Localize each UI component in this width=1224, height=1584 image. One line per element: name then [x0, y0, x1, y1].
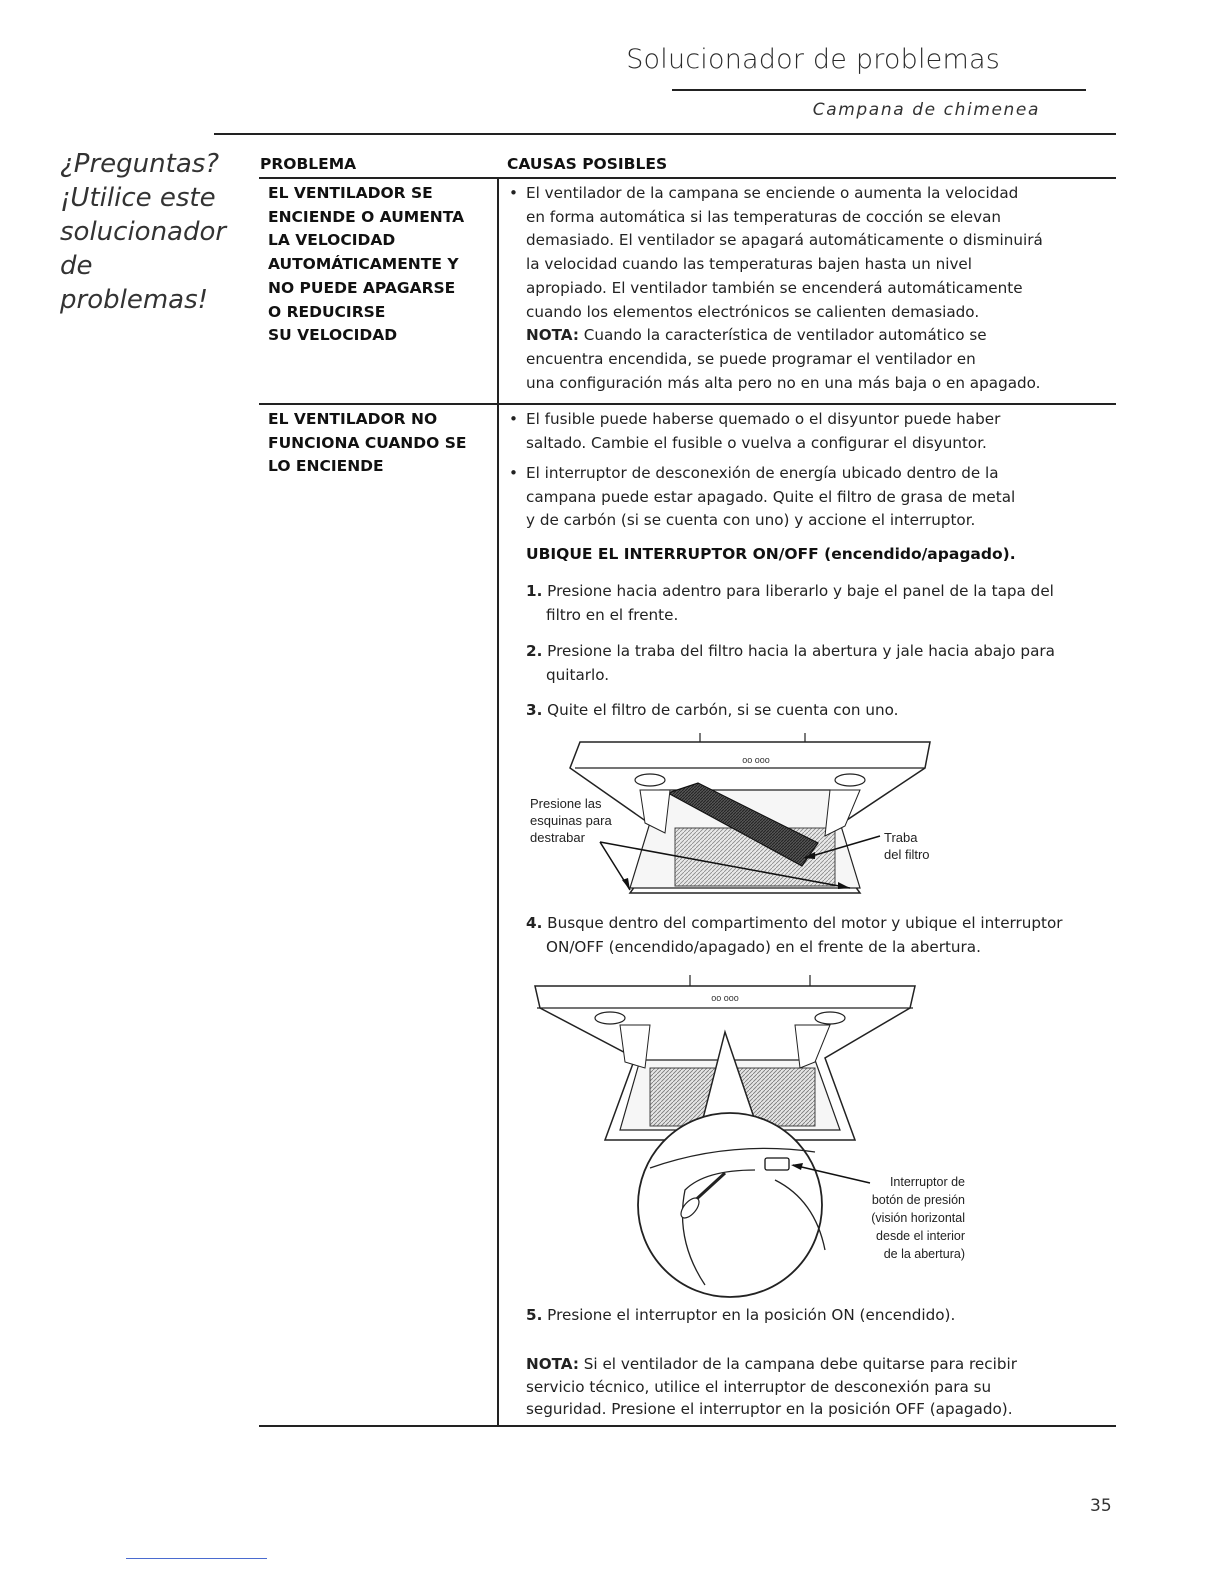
step-number: 1. — [526, 582, 543, 600]
figure-label: de la abertura) — [883, 1247, 965, 1261]
locate-switch-heading: UBIQUE EL INTERRUPTOR ON/OFF (encendido/apagado). — [526, 545, 1016, 563]
step-1 — [526, 580, 1096, 627]
problem-line: LA VELOCIDAD — [268, 231, 396, 250]
step-2 — [526, 640, 1096, 687]
step-text: Busque dentro del compartimento del motor y ubique el interruptor — [547, 914, 1063, 932]
step-text: quitarlo. — [546, 665, 610, 684]
cause-line: apropiado. El ventilador también se encenderá automáticamente — [526, 278, 1023, 297]
step-text: Presione el interruptor en la posición ON (encendido). — [547, 1306, 956, 1324]
step-text: filtro en el frente. — [546, 605, 679, 624]
cause-cell — [509, 462, 1099, 533]
zoom-circle — [638, 1113, 822, 1297]
header-rule — [672, 89, 1086, 91]
note-text: Cuando la característica de ventilador automático se — [583, 326, 987, 345]
table-column-divider — [497, 177, 499, 1427]
sidebar-line: de — [60, 251, 93, 281]
light-icon — [815, 1012, 845, 1024]
problem-line: SU VELOCIDAD — [268, 326, 398, 345]
note-label: NOTA: — [526, 1355, 579, 1373]
bullet-icon: • — [509, 184, 518, 202]
figure-label: Traba — [884, 830, 918, 845]
cause-bullet — [509, 408, 1099, 455]
problem-line: AUTOMÁTICAMENTE Y — [268, 255, 459, 274]
sidebar-questions — [60, 147, 240, 317]
problem-cell — [268, 182, 490, 348]
step-text: Presione la traba del filtro hacia la abertura y jale hacia abajo para — [547, 642, 1055, 660]
problem-line: EL VENTILADOR NO — [268, 410, 438, 428]
step-5 — [526, 1304, 1096, 1328]
arrowhead-icon — [622, 878, 630, 890]
cause-line: la velocidad cuando las temperaturas bajen hasta un nivel — [526, 255, 972, 274]
service-note — [526, 1353, 1086, 1421]
light-icon — [635, 774, 665, 786]
page-number: 35 — [1090, 1496, 1112, 1516]
column-header-causes: CAUSAS POSIBLES — [507, 155, 668, 173]
figure-label: Presione las — [530, 796, 602, 811]
figure-label: del filtro — [884, 847, 930, 862]
page-subtitle: Campana de chimenea — [812, 100, 1040, 120]
note-label: NOTA: — [526, 326, 579, 345]
cause-bullet — [509, 182, 1099, 395]
cause-line: El fusible puede haberse quemado o el disyuntor puede haber — [526, 410, 1001, 428]
table-bottom-rule — [259, 1425, 1116, 1427]
filter-bracket — [640, 790, 670, 833]
figure-label: desde el interior — [876, 1229, 965, 1243]
step-number: 2. — [526, 642, 543, 660]
figure-label: destrabar — [530, 830, 585, 845]
figure-label: (visión horizontal — [871, 1211, 965, 1225]
sidebar-line: problemas! — [60, 285, 209, 315]
sidebar-line: ¿Preguntas? — [60, 149, 220, 179]
cause-line: campana puede estar apagado. Quite el filtro de grasa de metal — [526, 487, 1016, 506]
cause-line: El interruptor de desconexión de energía ubicado dentro de la — [526, 464, 999, 482]
sidebar-line: ¡Utilice este — [60, 183, 216, 213]
switch-icon — [765, 1158, 789, 1170]
cause-cell — [509, 182, 1099, 395]
problem-line: O REDUCIRSE — [268, 302, 386, 321]
figure-filter-removal — [520, 728, 950, 906]
note-text: Si el ventilador de la campana debe quitarse para recibir — [583, 1355, 1017, 1373]
section-rule — [214, 133, 1116, 135]
note-line: encuentra encendida, se puede programar el ventilador en — [526, 349, 976, 368]
cause-line: y de carbón (si se cuenta con uno) y accione el interruptor. — [526, 511, 976, 530]
table-row-rule — [259, 403, 1116, 405]
table-header-rule — [259, 177, 1116, 179]
cause-line: El ventilador de la campana se enciende o aumenta la velocidad — [526, 184, 1019, 202]
cause-line: saltado. Cambie el fusible o vuelva a configurar el disyuntor. — [526, 433, 987, 452]
figure-label: esquinas para — [530, 813, 612, 828]
page-title: Solucionador de problemas — [626, 44, 1000, 75]
sidebar-line: solucionador — [60, 217, 227, 247]
note-text: seguridad. Presione el interruptor en la posición OFF (apagado). — [526, 1400, 1013, 1418]
light-icon — [595, 1012, 625, 1024]
step-text: Presione hacia adentro para liberarlo y baje el panel de la tapa del — [547, 582, 1054, 600]
light-icon — [835, 774, 865, 786]
step-number: 4. — [526, 914, 543, 932]
footer-line — [126, 1558, 267, 1559]
control-panel-label: oo ooo — [742, 755, 770, 765]
step-text: Quite el filtro de carbón, si se cuenta con uno. — [547, 701, 899, 719]
problem-line: EL VENTILADOR SE — [268, 184, 433, 202]
note-text: servicio técnico, utilice el interruptor de desconexión para su — [526, 1377, 992, 1396]
cause-cell — [509, 408, 1099, 455]
step-3 — [526, 699, 1096, 723]
step-number: 5. — [526, 1306, 543, 1324]
figure-label: Interruptor de — [889, 1175, 965, 1189]
cause-line: cuando los elementos electrónicos se calienten demasiado. — [526, 302, 980, 321]
column-header-problem: PROBLEMA — [260, 155, 357, 173]
bullet-icon: • — [509, 410, 518, 428]
note-line: una configuración más alta pero no en una más baja o en apagado. — [526, 373, 1041, 392]
step-number: 3. — [526, 701, 543, 719]
problem-line: LO ENCIENDE — [268, 457, 384, 476]
problem-cell — [268, 408, 490, 479]
bullet-icon: • — [509, 464, 518, 482]
step-4 — [526, 912, 1096, 959]
problem-line: FUNCIONA CUANDO SE — [268, 433, 467, 452]
note-line — [526, 324, 1099, 348]
control-panel-label: oo ooo — [711, 993, 739, 1003]
cause-line: en forma automática si las temperaturas de cocción se elevan — [526, 207, 1002, 226]
problem-line: NO PUEDE APAGARSE — [268, 278, 456, 297]
figure-switch-location — [525, 970, 975, 1298]
problem-line: ENCIENDE O AUMENTA — [268, 207, 465, 226]
filter-bracket — [620, 1025, 650, 1068]
step-text: ON/OFF (encendido/apagado) en el frente de la abertura. — [546, 937, 981, 956]
cause-line: demasiado. El ventilador se apagará automáticamente o disminuirá — [526, 231, 1043, 250]
figure-label: botón de presión — [871, 1193, 965, 1207]
cause-bullet — [509, 462, 1099, 533]
